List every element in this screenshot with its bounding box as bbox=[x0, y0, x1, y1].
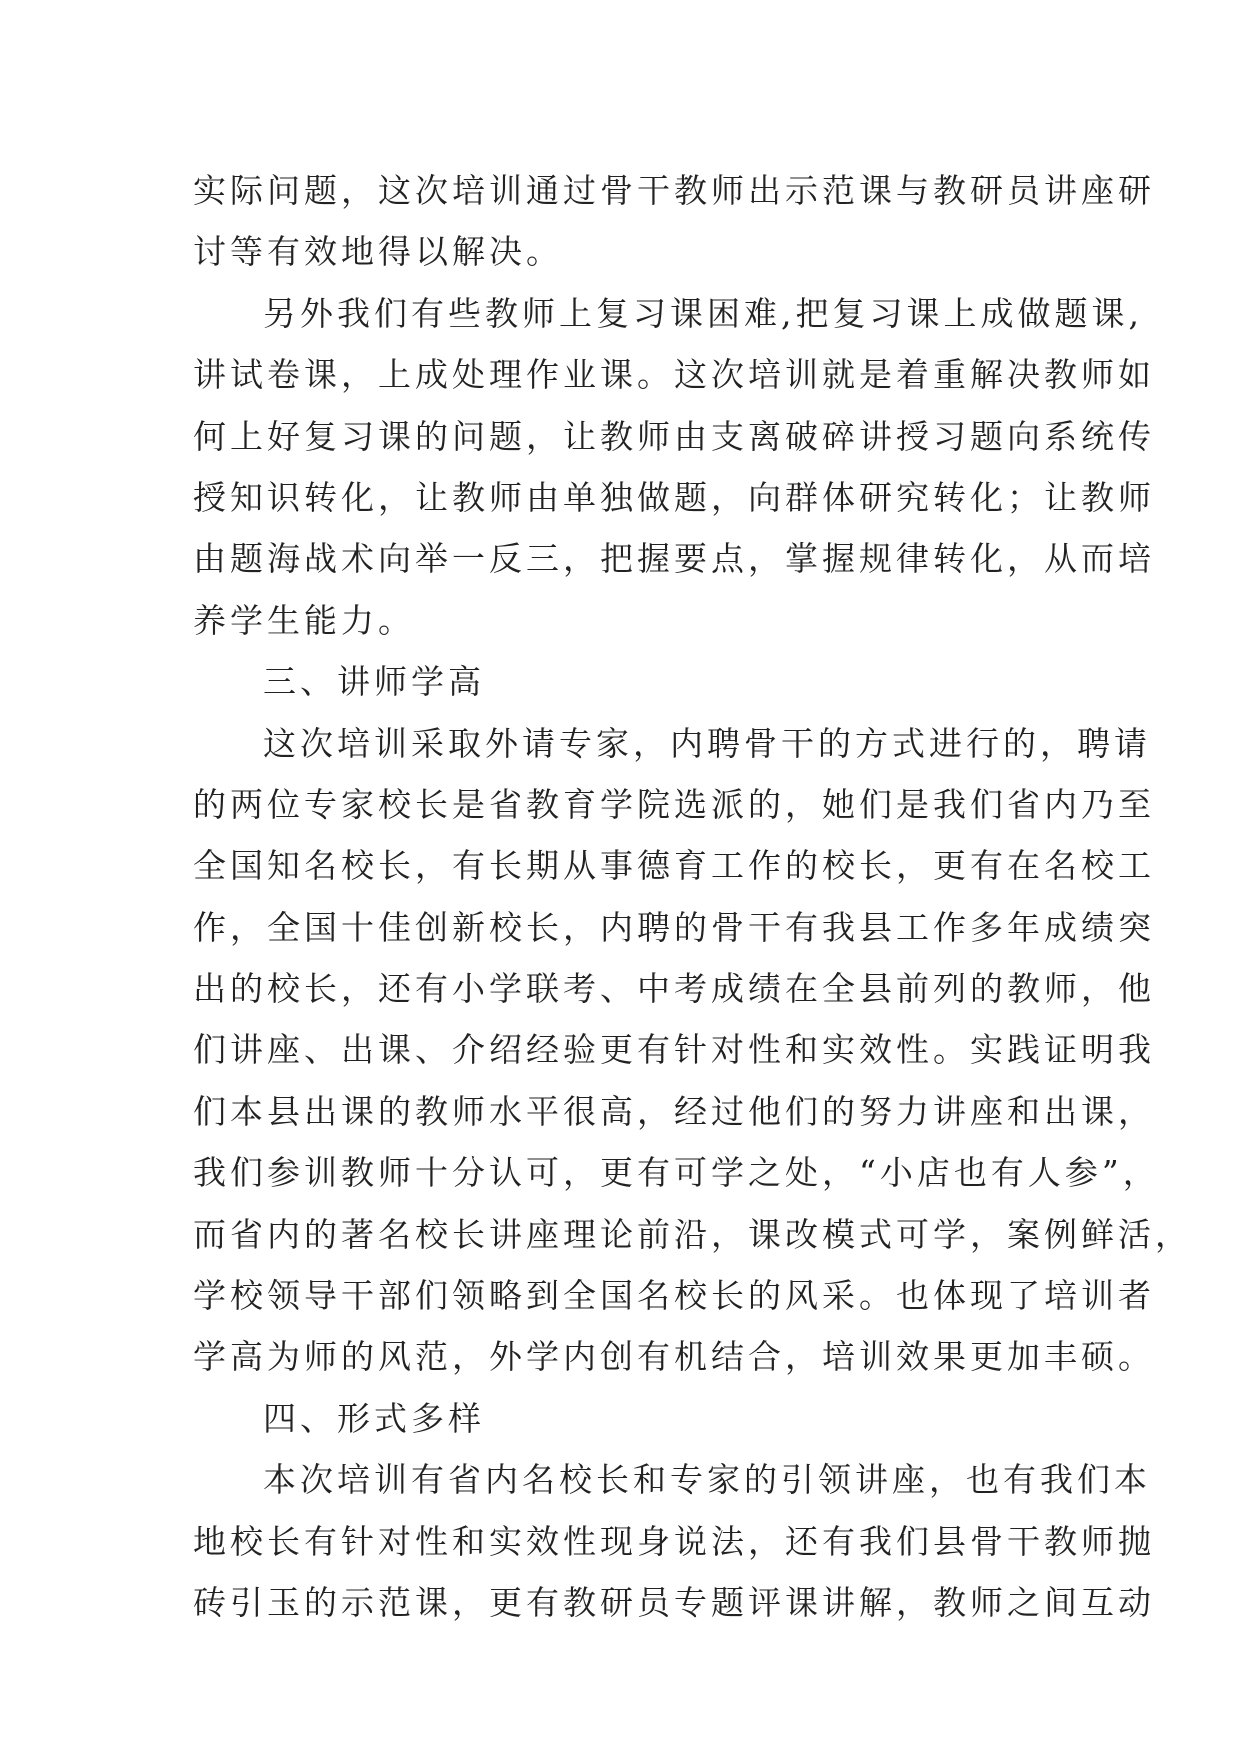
text-line: 学校领导干部们领略到全国名校长的风采。也体现了培训者 bbox=[193, 1276, 1155, 1316]
text-line: 们讲座、出课、介绍经验更有针对性和实效性。实践证明我 bbox=[193, 1030, 1155, 1070]
text-line: 地校长有针对性和实效性现身说法，还有我们县骨干教师抛 bbox=[193, 1521, 1155, 1561]
text-line: 养学生能力。 bbox=[193, 600, 415, 640]
paragraph-start-line: 另外我们有些教师上复习课困难,把复习课上成做题课, bbox=[263, 293, 1143, 333]
text-line: 出的校长，还有小学联考、中考成绩在全县前列的教师，他 bbox=[193, 969, 1155, 1009]
text-line: 讨等有效地得以解决。 bbox=[193, 232, 563, 272]
text-line: 而省内的著名校长讲座理论前沿，课改模式可学，案例鲜活， bbox=[193, 1214, 1192, 1254]
text-line: 授知识转化，让教师由单独做题，向群体研究转化；让教师 bbox=[193, 477, 1155, 517]
text-line: 何上好复习课的问题，让教师由支离破碎讲授习题向系统传 bbox=[193, 416, 1155, 456]
paragraph-start-line: 这次培训采取外请专家，内聘骨干的方式进行的，聘请 bbox=[263, 723, 1151, 763]
text-line: 学高为师的风范，外学内创有机结合，培训效果更加丰硕。 bbox=[193, 1337, 1155, 1377]
text-line: 实际问题，这次培训通过骨干教师出示范课与教研员讲座研 bbox=[193, 171, 1155, 210]
text-line: 们本县出课的教师水平很高，经过他们的努力讲座和出课， bbox=[193, 1091, 1155, 1131]
section-heading: 三、讲师学高 bbox=[263, 662, 485, 702]
paragraph-start-line: 本次培训有省内名校长和专家的引领讲座，也有我们本 bbox=[263, 1460, 1151, 1500]
text-line: 讲试卷课，上成处理作业课。这次培训就是着重解决教师如 bbox=[193, 355, 1155, 395]
text-line: 作，全国十佳创新校长，内聘的骨干有我县工作多年成绩突 bbox=[193, 907, 1155, 947]
text-line: 砖引玉的示范课，更有教研员专题评课讲解，教师之间互动 bbox=[193, 1582, 1155, 1622]
text-line: 全国知名校长，有长期从事德育工作的校长，更有在名校工 bbox=[193, 846, 1155, 886]
text-line: 的两位专家校长是省教育学院选派的，她们是我们省内乃至 bbox=[193, 784, 1155, 824]
text-line: 我们参训教师十分认可，更有可学之处，“小店也有人参”， bbox=[193, 1153, 1160, 1193]
document-body bbox=[193, 160, 1192, 1633]
text-line: 由题海战术向举一反三，把握要点，掌握规律转化，从而培 bbox=[193, 539, 1155, 579]
section-heading: 四、形式多样 bbox=[263, 1398, 485, 1438]
